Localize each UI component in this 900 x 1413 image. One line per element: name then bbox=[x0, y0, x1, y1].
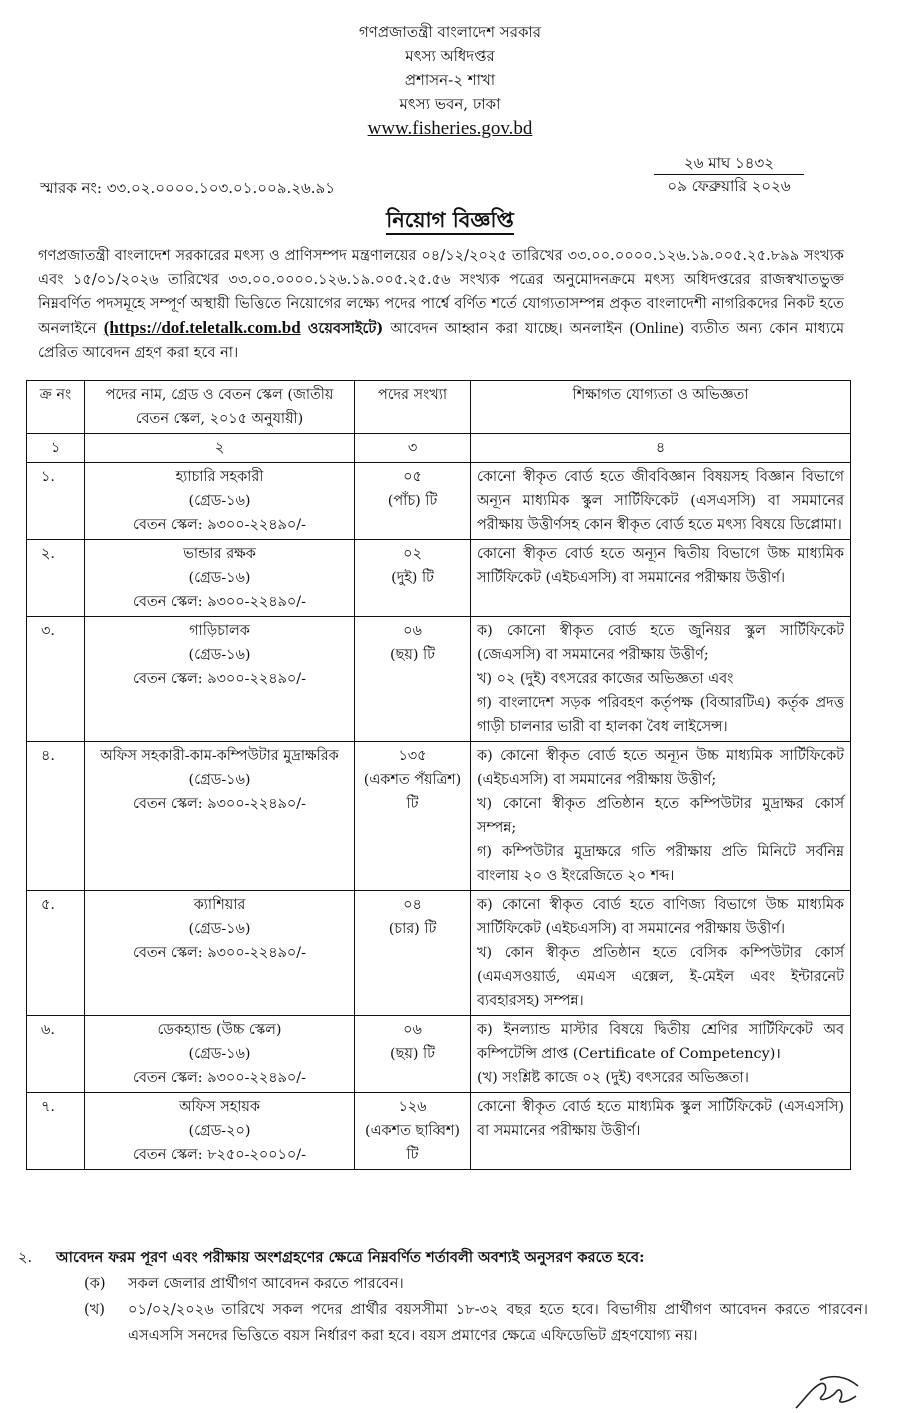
positions-table bbox=[26, 380, 851, 1170]
count-words: (দুই) টি bbox=[391, 570, 434, 586]
title-text: নিয়োগ বিজ্ঞপ্তি bbox=[386, 207, 514, 235]
qualification-line: খ) ০২ (দুই) বৎসরের কাজের অভিজ্ঞতা এবং bbox=[477, 671, 734, 687]
department-name: মৎস্য অধিদপ্তর bbox=[405, 47, 495, 65]
count-words: (ছয়) টি bbox=[390, 1046, 435, 1062]
website-link[interactable]: www.fisheries.gov.bd bbox=[367, 118, 533, 139]
header-qualification: শিক্ষাগত যোগ্যতা ও অভিজ্ঞতা bbox=[471, 381, 851, 434]
table-row bbox=[27, 891, 851, 1016]
date-gregorian: ০৯ ফেব্রুয়ারি ২০২৬ bbox=[667, 177, 791, 195]
count-number: ০২ bbox=[403, 546, 422, 562]
row-qualification bbox=[471, 891, 851, 1016]
condition-label: (খ) bbox=[84, 1301, 105, 1318]
row-post bbox=[85, 1093, 355, 1170]
count-number: ০৬ bbox=[403, 1022, 422, 1038]
qualification-line: খ) কোনো স্বীকৃত প্রতিষ্ঠান হতে কম্পিউটার মুদ্রাক্ষর কোর্স সম্পন্ন; bbox=[477, 796, 844, 836]
row-count bbox=[355, 1016, 471, 1093]
application-website-link[interactable]: (https://dof.teletalk.com.bd bbox=[103, 318, 301, 337]
post-grade: (গ্রেড-১৬) bbox=[188, 647, 251, 663]
row-qualification bbox=[471, 463, 851, 540]
count-number: ০৫ bbox=[403, 469, 422, 485]
conditions-section bbox=[18, 1245, 868, 1349]
post-scale: বেতন স্কেল: ৯৩০০-২২৪৯০/- bbox=[133, 1070, 306, 1086]
row-post bbox=[85, 617, 355, 742]
table-row bbox=[27, 540, 851, 617]
condition-label: (ক) bbox=[84, 1275, 106, 1292]
qualification-line: গ) বাংলাদেশ সড়ক পরিবহণ কর্তৃপক্ষ (বিআরটিএ) কর্তৃক প্রদত্ত গাড়ী চালনার ভারী বা হালকা বৈধ লাইসেন্স। bbox=[477, 695, 844, 735]
intro-link-suffix: ওয়েবসাইটে) bbox=[307, 320, 384, 337]
row-count bbox=[355, 891, 471, 1016]
row-count bbox=[355, 617, 471, 742]
count-words: (একশত ছাব্বিশ) টি bbox=[364, 1123, 461, 1163]
post-scale: বেতন স্কেল: ৯৩০০-২২৪৯০/- bbox=[133, 945, 306, 961]
post-name: গাড়িচালক bbox=[189, 623, 250, 639]
row-post bbox=[85, 540, 355, 617]
notice-date bbox=[654, 152, 804, 197]
intro-text-2: আবেদন আহ্বান করা যাচ্ছে। অনলাইন bbox=[390, 320, 623, 337]
count-words: (পাঁচ) টি bbox=[387, 493, 438, 509]
qualification-line: ক) কোনো স্বীকৃত বোর্ড হতে বাণিজ্য বিভাগে উচ্চ মাধ্যমিক সার্টিফিকেট (এইচএসসি) বা সমমানের পরীক্ষায় উত্তীর্ণ। bbox=[477, 897, 844, 937]
branch-name: প্রশাসন-২ শাখা bbox=[404, 71, 496, 89]
row-qualification bbox=[471, 1016, 851, 1093]
post-scale: বেতন স্কেল: ৯৩০০-২২৪৯০/- bbox=[133, 517, 306, 533]
post-scale: বেতন স্কেল: ৯৩০০-২২৪৯০/- bbox=[133, 594, 306, 610]
qualification-line: ক) ইনল্যান্ড মাস্টার বিষয়ে দ্বিতীয় শ্রেণির সার্টিফিকেট অব কম্পিটেন্সি প্রাপ্ত (Certificate of Competency)। bbox=[477, 1022, 844, 1062]
qualification-line: কোনো স্বীকৃত বোর্ড হতে মাধ্যমিক স্কুল সার্টিফিকেট (এসএসসি) বা সমমানের পরীক্ষায় উত্তীর্ণ। bbox=[477, 1099, 844, 1139]
row-qualification bbox=[471, 742, 851, 891]
qualification-line: গ) কম্পিউটার মুদ্রাক্ষরে গতি পরীক্ষায় প্রতি মিনিটে সর্বনিম্ন বাংলায় ২০ ও ইংরেজিতে ২০ শব্দ। bbox=[477, 844, 844, 884]
post-grade: (গ্রেড-১৬) bbox=[188, 493, 251, 509]
signature-mark bbox=[786, 1370, 876, 1413]
column-number-row bbox=[27, 434, 851, 463]
intro-text-1: গণপ্রজাতন্ত্রী বাংলাদেশ সরকারের মৎস্য ও প্রাণিসম্পদ মন্ত্রণালয়ের ০৪/১২/২০২৫ তারিখের ৩৩.০০.০০০০.১২৬.১৯.০০৫.২৫.৮৯৯ সংখ্যক এবং ১৫/০১/২০২৬ তারিখের ৩৩.০০.০০০০.১২৬.১৯.০০৫.২৫.৫৬ সংখ্যক পত্রের অনুমোদনক্রমে মৎস্য অধিদপ্তরের রাজস্বখাতভুক্ত নিম্নবর্ণিত পদসমূহে সম্পূর্ণ অস্থায়ী ভিত্তিতে নিয়োগের লক্ষ্যে পদের পার্শ্বে বর্ণিত শর্তে যোগ্যতাসম্পন্ন প্রকৃত বাংলাদেশী নাগরিকদের নিকট হতে অনলাইনে bbox=[38, 247, 844, 337]
column-number: ৪ bbox=[471, 434, 851, 463]
post-scale: বেতন স্কেল: ৯৩০০-২২৪৯০/- bbox=[133, 671, 306, 687]
post-grade: (গ্রেড-১৬) bbox=[188, 1046, 251, 1062]
row-serial: ১. bbox=[27, 463, 85, 540]
post-name: ডেকহ্যান্ড (উচ্চ স্কেল) bbox=[157, 1022, 282, 1038]
post-scale: বেতন স্কেল: ৯৩০০-২২৪৯০/- bbox=[133, 796, 306, 812]
post-name: অফিস সহকারী-কাম-কম্পিউটার মুদ্রাক্ষরিক bbox=[100, 748, 339, 764]
office-header bbox=[0, 20, 900, 140]
condition-text: ০১/০২/২০২৬ তারিখে সকল পদের প্রার্থীর বয়সসীমা ১৮-৩২ বছর হতে হবে। বিভাগীয় প্রার্থীগণ আবেদন করতে পারবেন। এসএসসি সনদের ভিত্তিতে বয়স নির্ধারণ করা হবে। বয়স প্রমাণের ক্ষেত্রে এফিডেভিট গ্রহণযোগ্য নয়। bbox=[128, 1301, 868, 1344]
row-post bbox=[85, 891, 355, 1016]
row-serial: ২. bbox=[27, 540, 85, 617]
page-title bbox=[0, 204, 900, 239]
row-count bbox=[355, 540, 471, 617]
section-number: ২. bbox=[18, 1249, 33, 1266]
count-words: (চার) টি bbox=[388, 921, 437, 937]
condition-item bbox=[18, 1297, 868, 1349]
condition-item bbox=[18, 1271, 868, 1297]
post-grade: (গ্রেড-২০) bbox=[188, 1123, 251, 1139]
table-row bbox=[27, 1093, 851, 1170]
qualification-line: (খ) সংশ্লিষ্ট কাজে ০২ (দুই) বৎসরের অভিজ্ঞতা। bbox=[477, 1070, 749, 1086]
qualification-line: ক) কোনো স্বীকৃত বোর্ড হতে অন্যূন উচ্চ মাধ্যমিক সার্টিফিকেট (এইচএসসি) বা সমমানের পরীক্ষায় উত্তীর্ণ; bbox=[477, 748, 844, 788]
row-post bbox=[85, 1016, 355, 1093]
header-serial: ক্র নং bbox=[27, 381, 85, 434]
table-row bbox=[27, 1016, 851, 1093]
row-count bbox=[355, 463, 471, 540]
row-post bbox=[85, 742, 355, 891]
count-number: ১৩৫ bbox=[398, 748, 427, 764]
count-words: (ছয়) টি bbox=[390, 647, 435, 663]
qualification-line: কোনো স্বীকৃত বোর্ড হতে অন্যূন দ্বিতীয় বিভাগে উচ্চ মাধ্যমিক সার্টিফিকেট (এইচএসসি) বা সমমানের পরীক্ষায় উত্তীর্ণ। bbox=[477, 546, 844, 586]
qualification-line: খ) কোন স্বীকৃত প্রতিষ্ঠান হতে বেসিক কম্পিউটার কোর্স (এমএসওয়ার্ড, এমএস এক্সেল, ই-মেইল এবং ইন্টারনেট ব্যবহারসহ) সম্পন্ন। bbox=[477, 945, 844, 1009]
count-words: (একশত পঁয়ত্রিশ) টি bbox=[363, 772, 462, 812]
intro-paragraph bbox=[38, 244, 844, 365]
row-serial: ৪. bbox=[27, 742, 85, 891]
row-qualification bbox=[471, 617, 851, 742]
intro-text-3: ব্যতীত অন্য কোন মাধ্যমে প্রেরিত আবেদন গ্রহণ করা হবে না। bbox=[38, 320, 845, 361]
qualification-line: ক) কোনো স্বীকৃত বোর্ড হতে জুনিয়র স্কুল সার্টিফিকেট (জেএসসি) বা সমমানের পরীক্ষায় উত্তীর্ণ; bbox=[477, 623, 844, 663]
date-bangla: ২৬ মাঘ ১৪৩২ bbox=[654, 152, 804, 175]
column-number: ২ bbox=[85, 434, 355, 463]
post-name: ক্যাশিয়ার bbox=[193, 897, 246, 913]
count-number: ০৬ bbox=[403, 623, 422, 639]
row-serial: ৬. bbox=[27, 1016, 85, 1093]
conditions-heading bbox=[18, 1245, 868, 1271]
row-post bbox=[85, 463, 355, 540]
row-serial: ৭. bbox=[27, 1093, 85, 1170]
memo-number: স্মারক নং: ৩৩.০২.০০০০.১০৩.০১.০০৯.২৬.৯১ bbox=[40, 179, 336, 197]
conditions-heading-text: আবেদন ফরম পূরণ এবং পরীক্ষায় অংশগ্রহণের ক্ষেত্রে নিম্নবর্ণিত শর্তাবলী অবশ্যই অনুসরণ করতে হবে: bbox=[56, 1249, 645, 1266]
post-name: ভান্ডার রক্ষক bbox=[183, 546, 256, 562]
header-count: পদের সংখ্যা bbox=[355, 381, 471, 434]
intro-online: (Online) bbox=[629, 320, 684, 337]
row-count bbox=[355, 742, 471, 891]
header-post: পদের নাম, গ্রেড ও বেতন স্কেল (জাতীয় বেতন স্কেল, ২০১৫ অনুযায়ী) bbox=[85, 381, 355, 434]
office-address: মৎস্য ভবন, ঢাকা bbox=[399, 95, 501, 113]
row-serial: ৫. bbox=[27, 891, 85, 1016]
table-row bbox=[27, 463, 851, 540]
row-qualification bbox=[471, 1093, 851, 1170]
government-name: গণপ্রজাতন্ত্রী বাংলাদেশ সরকার bbox=[358, 23, 542, 41]
post-grade: (গ্রেড-১৬) bbox=[188, 570, 251, 586]
count-number: ০৪ bbox=[403, 897, 422, 913]
row-serial: ৩. bbox=[27, 617, 85, 742]
count-number: ১২৬ bbox=[398, 1099, 427, 1115]
table-row bbox=[27, 617, 851, 742]
table-header-row bbox=[27, 381, 851, 434]
qualification-line: কোনো স্বীকৃত বোর্ড হতে জীববিজ্ঞান বিষয়সহ বিজ্ঞান বিভাগে অন্যূন মাধ্যমিক স্কুল সার্টিফিকেট (এসএসসি) বা সমমানের পরীক্ষায় উত্তীর্ণসহ কোন স্বীকৃত বোর্ড হতে মৎস্য বিষয়ে ডিপ্লোমা। bbox=[477, 469, 844, 533]
row-count bbox=[355, 1093, 471, 1170]
post-scale: বেতন স্কেল: ৮২৫০-২০০১০/- bbox=[133, 1147, 306, 1163]
condition-text: সকল জেলার প্রার্থীগণ আবেদন করতে পারবেন। bbox=[128, 1275, 404, 1292]
table-row bbox=[27, 742, 851, 891]
post-grade: (গ্রেড-১৬) bbox=[188, 772, 251, 788]
column-number: ১ bbox=[27, 434, 85, 463]
row-qualification bbox=[471, 540, 851, 617]
post-name: অফিস সহায়ক bbox=[179, 1099, 260, 1115]
post-grade: (গ্রেড-১৬) bbox=[188, 921, 251, 937]
column-number: ৩ bbox=[355, 434, 471, 463]
post-name: হ্যাচারি সহকারী bbox=[175, 469, 264, 485]
